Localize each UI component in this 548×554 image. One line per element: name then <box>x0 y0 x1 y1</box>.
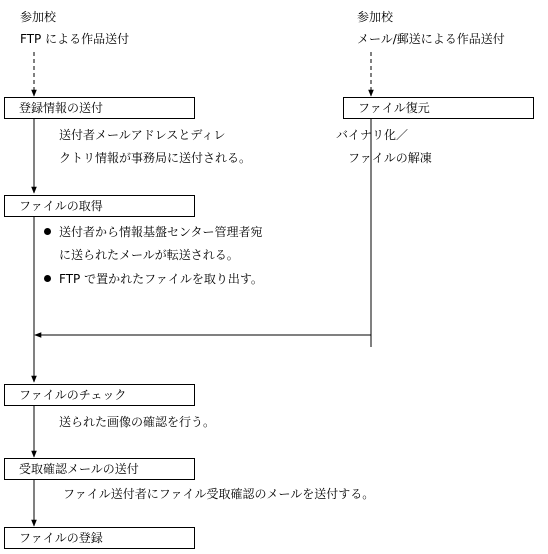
note-fetch-bullet1-line1: 送付者から情報基盤センター管理者宛 <box>59 225 263 239</box>
step-box-send-info <box>4 97 195 119</box>
note-check: 送られた画像の確認を行う。 <box>59 415 216 429</box>
step-label-check: ファイルのチェック <box>19 388 127 402</box>
start-left-line2: FTP による作品送付 <box>20 32 130 46</box>
step-box-fetch <box>4 195 195 217</box>
step-label-fetch: ファイルの取得 <box>19 199 103 213</box>
note-fetch-bullet2-text: FTP で置かれたファイルを取り出す。 <box>59 272 263 286</box>
step-label-send-info: 登録情報の送付 <box>19 101 104 115</box>
start-left-line1: 参加校 <box>20 10 57 24</box>
start-right-line2: メール/郵送による作品送付 <box>357 32 505 46</box>
note-restore-1: バイナリ化／ <box>336 128 409 142</box>
step-label-register: ファイルの登録 <box>19 531 103 545</box>
bullet-icon <box>44 228 51 235</box>
step-box-confirm-mail <box>4 458 195 480</box>
note-confirm-mail: ファイル送付者にファイル受取確認のメールを送付する。 <box>63 487 375 501</box>
note-restore-2: ファイルの解凍 <box>348 151 432 165</box>
note-fetch-bullet1 <box>44 225 263 239</box>
step-label-confirm-mail: 受取確認メールの送付 <box>19 462 139 476</box>
note-send-info-1: 送付者メールアドレスとディレ <box>59 128 226 142</box>
bullet-icon <box>44 275 51 282</box>
note-fetch-bullet2 <box>44 272 263 286</box>
step-label-restore: ファイル復元 <box>358 101 430 115</box>
step-box-check <box>4 384 195 406</box>
step-box-restore <box>343 97 534 119</box>
note-send-info-2: クトリ情報が事務局に送付される。 <box>59 151 252 165</box>
start-right-line1: 参加校 <box>357 10 394 24</box>
note-fetch-bullet1-line2: に送られたメールが転送される。 <box>59 248 239 262</box>
step-box-register <box>4 527 195 549</box>
